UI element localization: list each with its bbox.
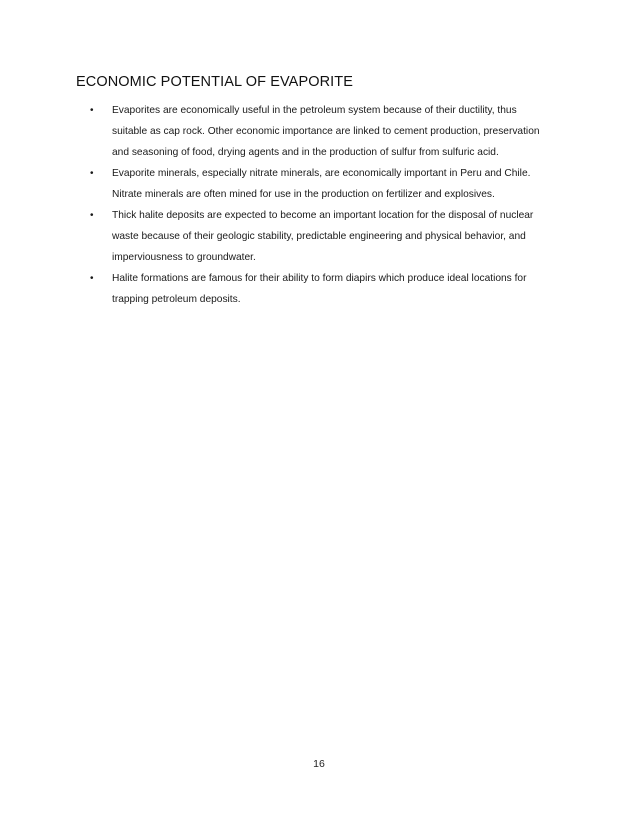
bullet-marker: • bbox=[90, 105, 94, 116]
bullet-line: Evaporites are economically useful in the petroleum system because of their ductility, thus bbox=[112, 105, 517, 116]
bullet-marker: • bbox=[90, 210, 94, 221]
bullet-marker: • bbox=[90, 273, 94, 284]
bullet-line: imperviousness to groundwater. bbox=[112, 252, 256, 263]
section-heading: ECONOMIC POTENTIAL OF EVAPORITE bbox=[76, 74, 354, 90]
bullet-line: Evaporite minerals, especially nitrate minerals, are economically important in Peru and Chile. bbox=[112, 168, 531, 179]
bullet-item bbox=[90, 268, 590, 310]
bullet-line: suitable as cap rock. Other economic importance are linked to cement production, preservation bbox=[112, 126, 540, 137]
bullet-line: Thick halite deposits are expected to become an important location for the disposal of nuclear bbox=[112, 210, 534, 221]
bullet-line: Halite formations are famous for their ability to form diapirs which produce ideal locations for bbox=[112, 273, 527, 284]
bullet-item bbox=[90, 100, 590, 163]
bullet-marker: • bbox=[90, 168, 94, 179]
page-number: 16 bbox=[313, 758, 325, 770]
bullet-line: waste because of their geologic stability, predictable engineering and physical behavior, and bbox=[112, 231, 526, 242]
bullet-line: trapping petroleum deposits. bbox=[112, 294, 241, 305]
bullet-line: Nitrate minerals are often mined for use in the production on fertilizer and explosives. bbox=[112, 189, 495, 200]
bullet-line: and seasoning of food, drying agents and in the production of sulfur from sulfuric acid. bbox=[112, 147, 499, 158]
bullet-item bbox=[90, 205, 590, 268]
bullet-item bbox=[90, 163, 590, 205]
bullet-list bbox=[90, 100, 590, 310]
